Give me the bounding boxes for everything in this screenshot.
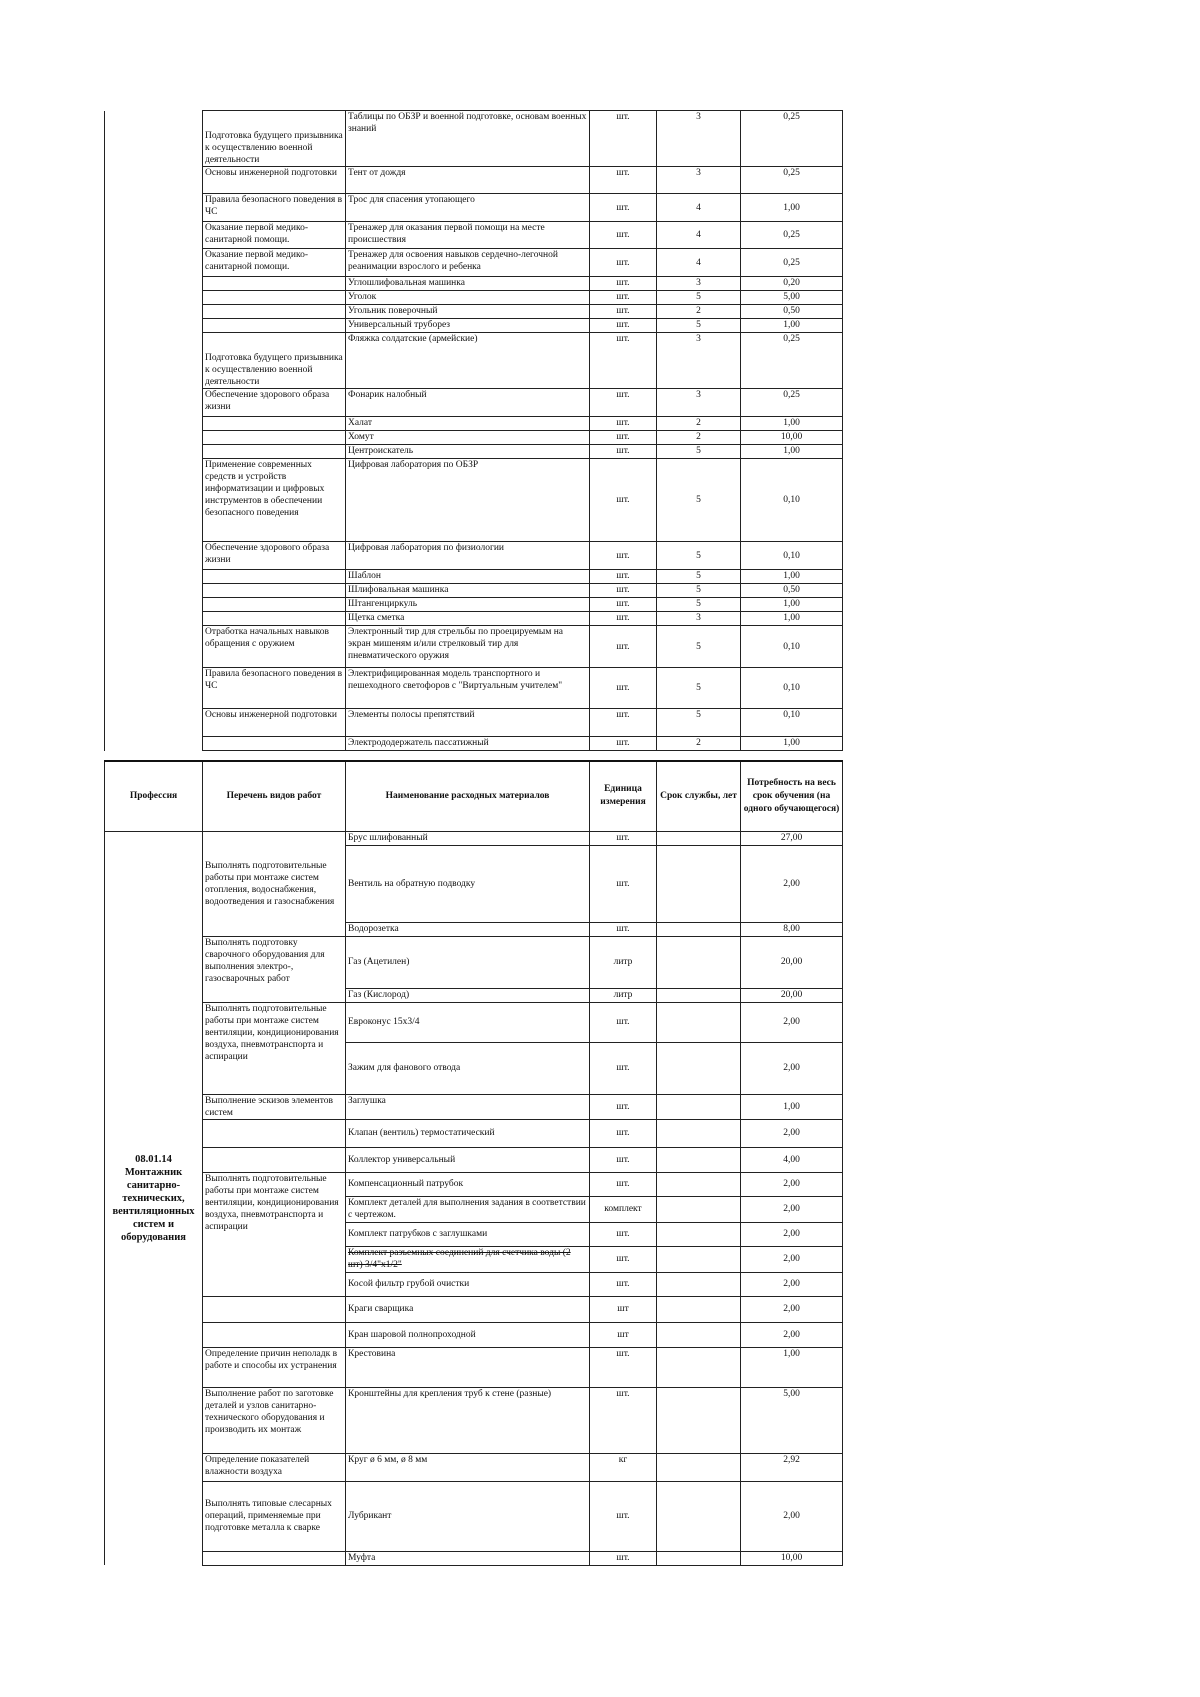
service-life-cell: 3 [657, 333, 741, 389]
material-cell: Шлифовальная машинка [346, 584, 590, 598]
quantity-cell: 1,00 [741, 194, 843, 222]
work-type-cell [203, 319, 346, 333]
service-life-cell: 5 [657, 668, 741, 709]
table-row [105, 111, 843, 167]
table-row [105, 222, 843, 249]
service-life-cell: 2 [657, 431, 741, 445]
quantity-cell: 1,00 [741, 1094, 843, 1119]
unit-cell: шт. [590, 584, 657, 598]
table-row [105, 459, 843, 542]
material-cell: Брус шлифованный [346, 831, 590, 845]
material-cell: Фляжка солдатские (армейские) [346, 333, 590, 389]
header-profession: Профессия [105, 761, 203, 831]
quantity-cell: 0,10 [741, 459, 843, 542]
material-cell: Вентиль на обратную подводку [346, 845, 590, 922]
material-cell: Халат [346, 417, 590, 431]
unit-cell: литр [590, 988, 657, 1002]
material-cell: Хомут [346, 431, 590, 445]
service-life-cell: 5 [657, 598, 741, 612]
service-life-cell: 3 [657, 111, 741, 167]
table-row [105, 709, 843, 737]
quantity-cell: 2,00 [741, 1196, 843, 1222]
material-cell: Углошлифовальная машинка [346, 277, 590, 291]
quantity-cell: 5,00 [741, 1387, 843, 1453]
quantity-cell: 0,25 [741, 222, 843, 249]
quantity-cell: 1,00 [741, 417, 843, 431]
service-life-cell: 4 [657, 249, 741, 277]
material-cell: Косой фильтр грубой очистки [346, 1272, 590, 1296]
material-cell: Универсальный труборез [346, 319, 590, 333]
quantity-cell: 1,00 [741, 598, 843, 612]
unit-cell: шт. [590, 709, 657, 737]
unit-cell: шт. [590, 167, 657, 194]
unit-cell: шт. [590, 845, 657, 922]
material-cell: Штангенциркуль [346, 598, 590, 612]
material-cell: Клапан (вентиль) термостатический [346, 1119, 590, 1147]
material-cell: Водорозетка [346, 922, 590, 936]
material-cell: Щетка сметка [346, 612, 590, 626]
table-row [105, 1094, 843, 1119]
work-type-cell: Выполнять подготовительные работы при монтаже систем вентиляции, кондиционирования воздуха, пневмотранспорта и аспирации [203, 1172, 346, 1296]
material-cell: Фонарик налобный [346, 389, 590, 417]
material-cell: Заглушка [346, 1094, 590, 1119]
service-life-cell: 3 [657, 277, 741, 291]
consumables-table [104, 760, 843, 1566]
table-row [105, 1347, 843, 1387]
unit-cell: шт. [590, 291, 657, 305]
quantity-cell: 0,10 [741, 709, 843, 737]
unit-cell: шт. [590, 459, 657, 542]
quantity-cell: 0,25 [741, 333, 843, 389]
service-life-cell: 3 [657, 167, 741, 194]
work-type-cell [203, 305, 346, 319]
table-row [105, 1119, 843, 1147]
unit-cell: кг [590, 1453, 657, 1481]
service-life-cell: 5 [657, 319, 741, 333]
quantity-cell: 0,25 [741, 249, 843, 277]
service-life-cell: 5 [657, 291, 741, 305]
profession-name: Монтажник санитарно-технических, вентиляционных систем и оборудования [112, 1166, 195, 1243]
unit-cell: шт. [590, 445, 657, 459]
quantity-cell: 20,00 [741, 936, 843, 988]
unit-cell: шт. [590, 1002, 657, 1042]
material-cell: Таблицы по ОБЗР и военной подготовке, основам военных знаний [346, 111, 590, 167]
work-type-cell: Основы инженерной подготовки [203, 709, 346, 737]
unit-cell: шт. [590, 431, 657, 445]
table-row [105, 668, 843, 709]
unit-cell: шт. [590, 277, 657, 291]
work-type-cell [203, 431, 346, 445]
unit-cell: шт. [590, 1246, 657, 1272]
quantity-cell: 0,10 [741, 626, 843, 668]
unit-cell: шт. [590, 1147, 657, 1172]
quantity-cell: 2,00 [741, 1222, 843, 1246]
unit-cell: шт. [590, 1222, 657, 1246]
unit-cell: шт. [590, 1172, 657, 1196]
service-life-cell: 5 [657, 584, 741, 598]
work-type-cell: Определение показателей влажности воздуха [203, 1453, 346, 1481]
service-life-cell: 5 [657, 626, 741, 668]
material-cell: Зажим для фанового отвода [346, 1042, 590, 1094]
service-life-cell: 3 [657, 612, 741, 626]
work-type-cell: Обеспечение здорового образа жизни [203, 542, 346, 570]
quantity-cell: 5,00 [741, 291, 843, 305]
service-life-cell: 4 [657, 222, 741, 249]
material-cell: Электронный тир для стрельбы по проецируемым на экран мишеням и/или стрелковый тир для пневматического оружия [346, 626, 590, 668]
quantity-cell: 2,00 [741, 1272, 843, 1296]
service-life-cell: 5 [657, 709, 741, 737]
quantity-cell: 2,00 [741, 1119, 843, 1147]
table-row [105, 389, 843, 417]
work-type-cell: Выполнять подготовительные работы при монтаже систем отопления, водоснабжения, водоотведения и газоснабжения [203, 831, 346, 936]
unit-cell: шт. [590, 1481, 657, 1551]
unit-cell: шт. [590, 333, 657, 389]
table-row [105, 1453, 843, 1481]
work-type-cell: Применение современных средств и устройств информатизации и цифровых инструментов в обеспечении безопасного поведения [203, 459, 346, 542]
table-row [105, 1322, 843, 1347]
work-type-cell [203, 417, 346, 431]
header-need: Потребность на весь срок обучения (на одного обучающегося) [741, 761, 843, 831]
unit-cell: шт. [590, 570, 657, 584]
quantity-cell: 0,10 [741, 668, 843, 709]
unit-cell: шт. [590, 1347, 657, 1387]
material-cell: Шаблон [346, 570, 590, 584]
table-row [105, 249, 843, 277]
quantity-cell: 2,00 [741, 1002, 843, 1042]
table-row [105, 831, 843, 845]
work-type-cell: Выполнять типовые слесарных операций, применяемые при подготовке металла к сварке [203, 1481, 346, 1551]
unit-cell: шт. [590, 737, 657, 751]
unit-cell: шт. [590, 598, 657, 612]
quantity-cell: 10,00 [741, 431, 843, 445]
unit-cell: шт [590, 1322, 657, 1347]
quantity-cell: 10,00 [741, 1551, 843, 1565]
unit-cell: шт. [590, 1119, 657, 1147]
work-type-cell [203, 612, 346, 626]
table-row [105, 445, 843, 459]
unit-cell: шт. [590, 249, 657, 277]
work-type-cell [203, 570, 346, 584]
table-row [105, 417, 843, 431]
unit-cell: шт. [590, 1272, 657, 1296]
material-cell: Комплект разъемных соединений для счетчика воды (2 шт) 3/4"х1/2" [346, 1246, 590, 1272]
unit-cell: шт. [590, 831, 657, 845]
unit-cell: шт. [590, 417, 657, 431]
unit-cell: шт. [590, 222, 657, 249]
service-life-cell: 4 [657, 194, 741, 222]
table-row [105, 737, 843, 751]
material-cell: Элементы полосы препятствий [346, 709, 590, 737]
table-row [105, 584, 843, 598]
quantity-cell: 2,00 [741, 1296, 843, 1322]
material-cell: Центроискатель [346, 445, 590, 459]
quantity-cell: 0,10 [741, 542, 843, 570]
work-type-cell: Подготовка будущего призывника к осуществлению военной деятельности [203, 333, 346, 389]
service-life-cell: 5 [657, 459, 741, 542]
quantity-cell: 0,25 [741, 389, 843, 417]
quantity-cell: 0,50 [741, 584, 843, 598]
table-row [105, 1551, 843, 1565]
table-row [105, 1387, 843, 1453]
table-row [105, 319, 843, 333]
table-row [105, 936, 843, 988]
material-cell: Муфта [346, 1551, 590, 1565]
material-cell: Кронштейны для крепления труб к стене (разные) [346, 1387, 590, 1453]
table-row [105, 1172, 843, 1196]
work-type-cell: Подготовка будущего призывника к осуществлению военной деятельности [203, 111, 346, 167]
work-type-cell [203, 445, 346, 459]
service-life-cell: 5 [657, 445, 741, 459]
material-cell: Евроконус 15х3/4 [346, 1002, 590, 1042]
quantity-cell: 2,00 [741, 1246, 843, 1272]
unit-cell: комплект [590, 1196, 657, 1222]
unit-cell: шт. [590, 1551, 657, 1565]
material-cell: Цифровая лаборатория по ОБЗР [346, 459, 590, 542]
work-type-cell: Выполнение работ по заготовке деталей и узлов санитарно-технического оборудования и производить их монтаж [203, 1387, 346, 1453]
table-row [105, 1147, 843, 1172]
material-cell: Круг ø 6 мм, ø 8 мм [346, 1453, 590, 1481]
unit-cell: шт. [590, 922, 657, 936]
header-unit: Единица измерения [590, 761, 657, 831]
table-row [105, 612, 843, 626]
service-life-cell: 5 [657, 542, 741, 570]
quantity-cell: 0,25 [741, 167, 843, 194]
quantity-cell: 2,00 [741, 1172, 843, 1196]
service-life-cell: 2 [657, 305, 741, 319]
material-cell: Компенсационный патрубок [346, 1172, 590, 1196]
table-row [105, 598, 843, 612]
unit-cell: шт. [590, 194, 657, 222]
unit-cell: шт. [590, 668, 657, 709]
table-header-row [105, 761, 843, 831]
table-row [105, 167, 843, 194]
table-row [105, 1296, 843, 1322]
table-row [105, 431, 843, 445]
quantity-cell: 1,00 [741, 570, 843, 584]
service-life-cell: 2 [657, 417, 741, 431]
table-row [105, 194, 843, 222]
service-life-cell: 3 [657, 389, 741, 417]
work-type-cell: Отработка начальных навыков обращения с оружием [203, 626, 346, 668]
material-cell: Цифровая лаборатория по физиологии [346, 542, 590, 570]
work-type-cell [203, 291, 346, 305]
quantity-cell: 1,00 [741, 319, 843, 333]
work-type-cell: Оказание первой медико-санитарной помощи. [203, 249, 346, 277]
material-cell: Крестовина [346, 1347, 590, 1387]
work-type-cell: Выполнять подготовительные работы при монтаже систем вентиляции, кондиционирования воздуха, пневмотранспорта и аспирации [203, 1002, 346, 1094]
material-cell: Электрододержатель пассатижный [346, 737, 590, 751]
quantity-cell: 1,00 [741, 612, 843, 626]
table-row [105, 626, 843, 668]
unit-cell: литр [590, 936, 657, 988]
material-cell: Краги сварщика [346, 1296, 590, 1322]
table-row [105, 1002, 843, 1042]
quantity-cell: 0,25 [741, 111, 843, 167]
material-cell: Уголок [346, 291, 590, 305]
material-cell: Тренажер для освоения навыков сердечно-легочной реанимации взрослого и ребенка [346, 249, 590, 277]
unit-cell: шт. [590, 1042, 657, 1094]
material-cell: Газ (Кислород) [346, 988, 590, 1002]
unit-cell: шт. [590, 612, 657, 626]
material-cell: Лубрикант [346, 1481, 590, 1551]
quantity-cell: 1,00 [741, 737, 843, 751]
material-cell: Комплект деталей для выполнения задания в соответствии с чертежом. [346, 1196, 590, 1222]
work-type-cell: Выполнять подготовку сварочного оборудования для выполнения электро-, газосварочных работ [203, 936, 346, 1002]
work-type-cell: Оказание первой медико-санитарной помощи. [203, 222, 346, 249]
material-cell: Комплект патрубков с заглушками [346, 1222, 590, 1246]
work-type-cell: Выполнение эскизов элементов систем [203, 1094, 346, 1119]
material-cell: Угольник поверочный [346, 305, 590, 319]
header-materials: Наименование расходных материалов [346, 761, 590, 831]
material-cell: Тент от дождя [346, 167, 590, 194]
unit-cell: шт. [590, 305, 657, 319]
header-service-life: Срок службы, лет [657, 761, 741, 831]
material-cell: Газ (Ацетилен) [346, 936, 590, 988]
quantity-cell: 1,00 [741, 1347, 843, 1387]
work-type-cell: Правила безопасного поведения в ЧС [203, 194, 346, 222]
quantity-cell: 1,00 [741, 445, 843, 459]
quantity-cell: 2,00 [741, 1042, 843, 1094]
table-row [105, 277, 843, 291]
quantity-cell: 27,00 [741, 831, 843, 845]
unit-cell: шт. [590, 1094, 657, 1119]
quantity-cell: 8,00 [741, 922, 843, 936]
work-type-cell: Основы инженерной подготовки [203, 167, 346, 194]
work-type-cell: Обеспечение здорового образа жизни [203, 389, 346, 417]
unit-cell: шт. [590, 319, 657, 333]
quantity-cell: 4,00 [741, 1147, 843, 1172]
table-row [105, 1481, 843, 1551]
quantity-cell: 2,00 [741, 845, 843, 922]
unit-cell: шт. [590, 1387, 657, 1453]
unit-cell: шт. [590, 626, 657, 668]
quantity-cell: 20,00 [741, 988, 843, 1002]
table-row [105, 291, 843, 305]
work-type-cell [203, 277, 346, 291]
quantity-cell: 2,00 [741, 1481, 843, 1551]
unit-cell: шт. [590, 389, 657, 417]
work-type-cell: Определение причин неполадк в работе и способы их устранения [203, 1347, 346, 1387]
quantity-cell: 2,92 [741, 1453, 843, 1481]
material-cell: Кран шаровой полнопроходной [346, 1322, 590, 1347]
material-cell: Трос для спасения утопающего [346, 194, 590, 222]
work-type-cell [203, 598, 346, 612]
quantity-cell: 0,20 [741, 277, 843, 291]
table-row [105, 570, 843, 584]
service-life-cell: 5 [657, 570, 741, 584]
header-works: Перечень видов работ [203, 761, 346, 831]
table-row [105, 333, 843, 389]
material-cell: Электрифицированная модель транспортного и пешеходного светофоров с "Виртуальным учителем" [346, 668, 590, 709]
quantity-cell: 2,00 [741, 1322, 843, 1347]
work-type-cell [203, 584, 346, 598]
table-row [105, 542, 843, 570]
work-type-cell: Правила безопасного поведения в ЧС [203, 668, 346, 709]
quantity-cell: 0,50 [741, 305, 843, 319]
service-life-cell: 2 [657, 737, 741, 751]
equipment-table [104, 110, 843, 751]
work-type-cell [203, 737, 346, 751]
unit-cell: шт [590, 1296, 657, 1322]
profession-code: 08.01.14 [135, 1153, 172, 1165]
profession-cell [105, 831, 203, 1565]
material-cell: Тренажер для оказания первой помощи на месте происшествия [346, 222, 590, 249]
material-cell: Коллектор универсальный [346, 1147, 590, 1172]
table-row [105, 305, 843, 319]
unit-cell: шт. [590, 111, 657, 167]
unit-cell: шт. [590, 542, 657, 570]
